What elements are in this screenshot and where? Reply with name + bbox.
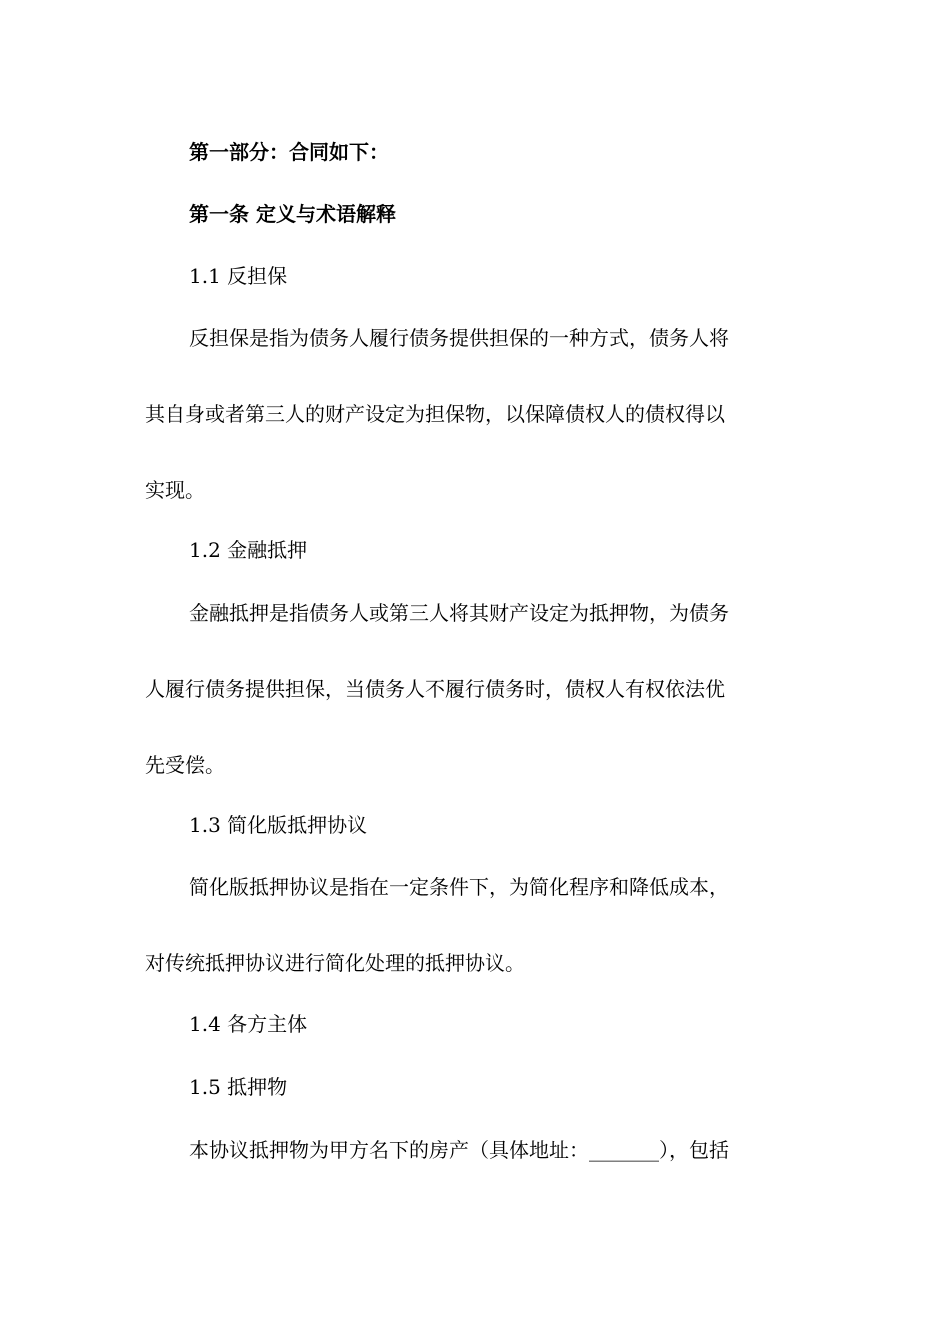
paragraph-line: 先受偿。 <box>145 753 225 777</box>
section-title-1-4: 1.4 各方主体 <box>189 1012 308 1036</box>
section-title-1-1: 1.1 反担保 <box>189 264 288 288</box>
paragraph-line: 人履行债务提供担保，当债务人不履行债务时，债权人有权依法优 <box>145 677 725 701</box>
part-heading: 第一部分：合同如下： <box>189 140 389 164</box>
paragraph-line: 本协议抵押物为甲方名下的房产（具体地址：_______），包括 <box>189 1138 729 1162</box>
section-title-1-2: 1.2 金融抵押 <box>189 538 308 562</box>
paragraph-line: 其自身或者第三人的财产设定为担保物，以保障债权人的债权得以 <box>145 402 725 426</box>
section-title-1-3: 1.3 简化版抵押协议 <box>189 813 368 837</box>
paragraph-line: 简化版抵押协议是指在一定条件下，为简化程序和降低成本， <box>189 875 729 899</box>
paragraph-line: 对传统抵押协议进行简化处理的抵押协议。 <box>145 951 525 975</box>
paragraph-line: 金融抵押是指债务人或第三人将其财产设定为抵押物，为债务 <box>189 601 729 625</box>
article-heading: 第一条 定义与术语解释 <box>189 202 396 226</box>
paragraph-line: 反担保是指为债务人履行债务提供担保的一种方式，债务人将 <box>189 326 729 350</box>
section-title-1-5: 1.5 抵押物 <box>189 1075 288 1099</box>
paragraph-line: 实现。 <box>145 478 205 502</box>
